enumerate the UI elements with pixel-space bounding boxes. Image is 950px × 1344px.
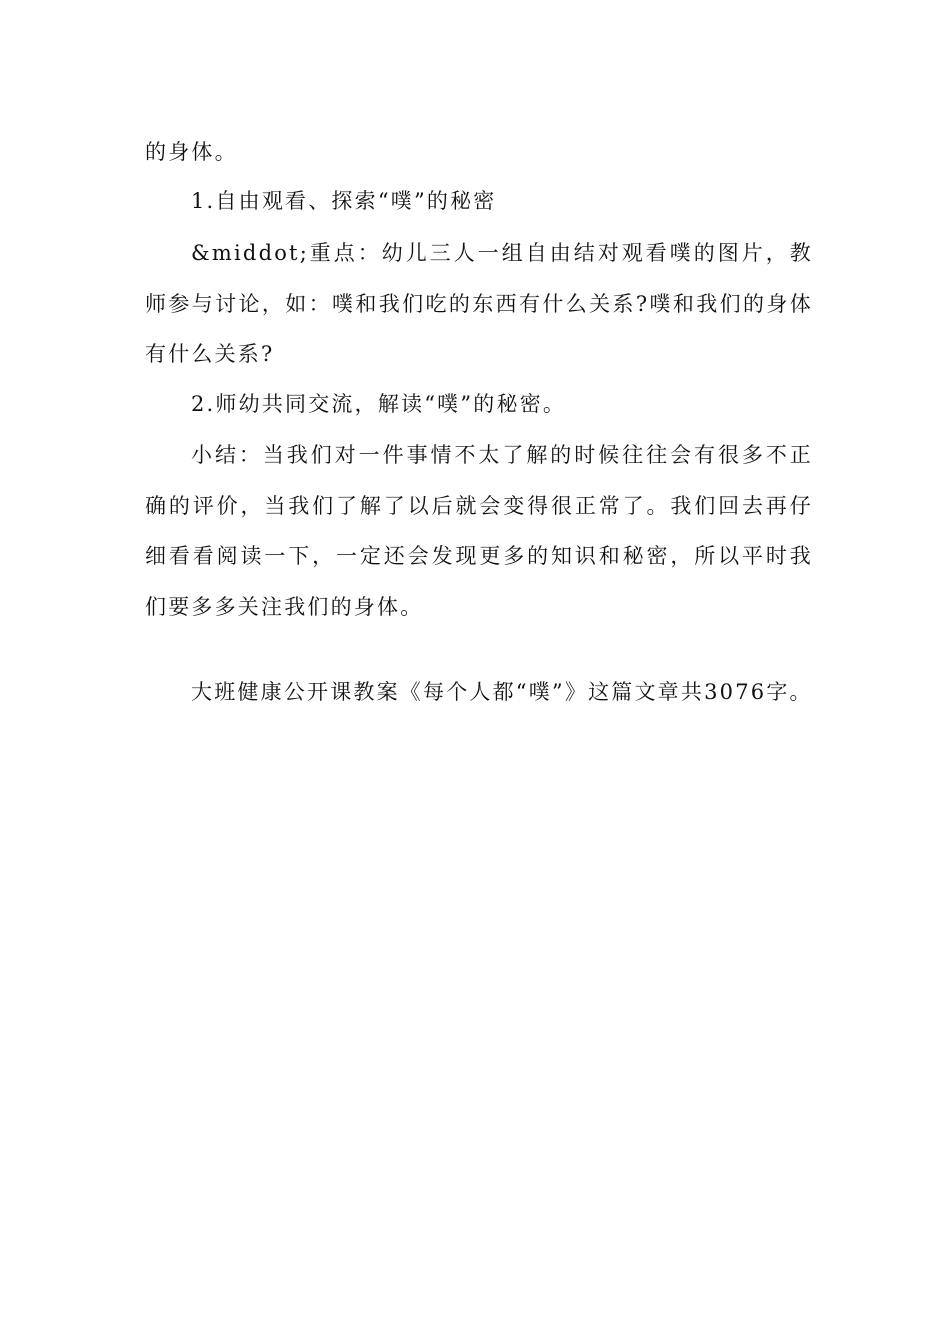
article-word-count-note: 大班健康公开课教案《每个人都“噗”》这篇文章共3076字。 bbox=[191, 680, 813, 704]
paragraph-summary: 小结：当我们对一件事情不太了解的时候往往会有很多不正确的评价，当我们了解了以后就会变得很正常了。我们回去再仔细看看阅读一下，一定还会发现更多的知识和秘密，所以平时我们要多多关注我们的身体。 bbox=[145, 443, 813, 619]
paragraph-continuation: 的身体。 bbox=[145, 140, 238, 164]
paragraph-step-2: 2.师幼共同交流，解读“噗”的秘密。 bbox=[191, 392, 567, 416]
paragraph-key-point: &middot;重点：幼儿三人一组自由结对观看噗的图片，教师参与讨论，如：噗和我们吃的东西有什么关系?噗和我们的身体有什么关系? bbox=[145, 241, 813, 366]
paragraph-step-1: 1.自由观看、探索“噗”的秘密 bbox=[191, 189, 497, 213]
